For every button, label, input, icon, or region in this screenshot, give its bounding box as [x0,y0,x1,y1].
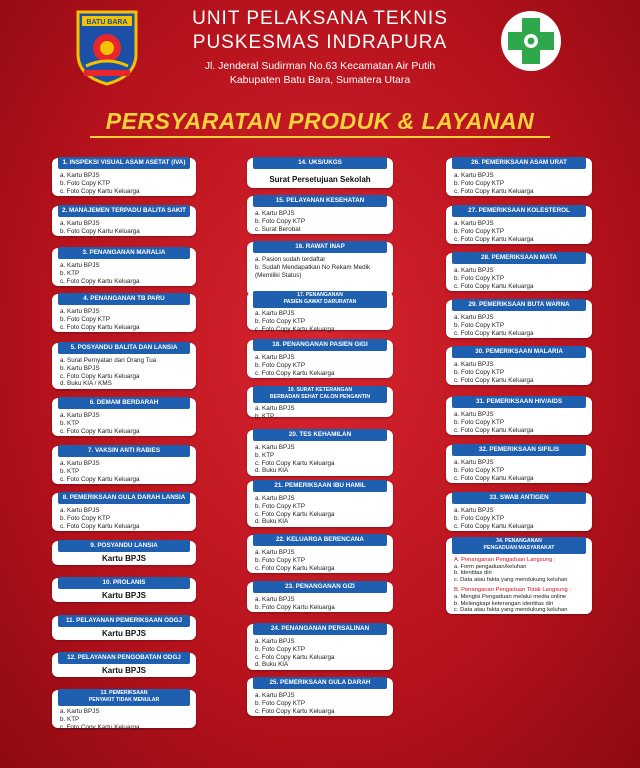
card-requirement: a. Kartu BPJS [255,495,295,502]
requirement-card [247,582,393,612]
requirement-card [446,347,592,385]
card-title [452,537,586,554]
card-requirement-list [454,411,586,434]
card-requirement: d. Buku KIA / KMS [60,380,112,388]
card-requirement: b. KTP [255,412,275,420]
card-requirement-list [454,361,586,384]
requirement-card [446,300,592,338]
card-requirement: a. Form pengaduan/keluhan [454,563,527,570]
card-title-line: PENYAKIT TIDAK MENULAR [88,697,160,703]
requirement-card [247,481,393,527]
card-requirement: Kartu BPJS [101,629,146,638]
card-requirement: a. Kartu BPJS [255,692,295,699]
card-title: 29. PEMERIKSAAN BUTA WARNA [452,299,586,311]
card-requirement: c. Foto Copy Kartu Keluarga [454,235,534,243]
card-title: 26. PEMERIKSAAN ASAM URAT [452,157,586,169]
card-requirement: b. Foto Copy KTP [454,514,505,522]
card-requirement-list [454,314,586,337]
card-requirement: b. Foto Copy KTP [454,466,505,474]
card-requirement: b. Foto Copy Kartu Keluarga [255,603,335,611]
logo-left-label: BATU BARA [86,19,128,26]
requirement-card [247,242,393,296]
card-requirement: b. Foto Copy KTP [255,361,306,369]
card-requirement-list [255,310,387,333]
card-requirement: a. Kartu BPJS [60,708,100,715]
card-requirement: c. Foto Copy Kartu Keluarga [60,475,140,483]
card-requirement-list [60,220,190,236]
card-requirement-list [255,638,387,669]
card-requirement: c. Foto Copy Kartu Keluarga [255,459,335,467]
card-title-line: 13. PEMERIKSAAN [100,690,148,696]
card-requirement: b. Melengkapi keterangan identitas diri [454,600,554,607]
card-requirement: b. Foto Copy KTP [454,368,505,376]
card-title: 11. PELAYANAN PEMERIKSAAN ODGJ [58,615,190,627]
card-requirement: c. Foto Copy Kartu Keluarga [255,510,335,518]
card-requirement: Kartu BPJS [101,554,146,563]
card-requirement: b. KTP [60,467,80,475]
requirement-card [52,158,196,196]
requirement-card [52,446,196,484]
requirement-card [52,493,196,531]
card-requirement: a. Kartu BPJS [454,507,494,514]
card-requirement: a. Kartu BPJS [255,405,295,412]
requirement-card [247,624,393,670]
card-title: 4. PENANGANAN TB PARU [58,293,190,305]
card-requirement: b. KTP [60,715,80,723]
card-requirement: a. Kartu BPJS [60,412,100,419]
card-requirement: c. Foto Copy Kartu Keluarga [255,653,335,661]
card-requirement: a. Kartu BPJS [454,411,494,418]
card-requirement: a. Kartu BPJS [454,314,494,321]
card-requirement: a. Kartu BPJS [60,308,100,315]
card-requirement: c. Foto Copy Kartu Keluarga [60,723,140,731]
card-title: 5. POSYANDU BALITA DAN LANSIA [58,342,190,354]
card-requirement: c. Foto Copy Kartu Keluarga [454,426,534,434]
card-requirement: c. Foto Copy Kartu Keluarga [454,329,534,337]
card-title: 22. KELUARGA BERENCANA [253,534,387,546]
requirement-card [52,206,196,236]
card-requirement: a. Surat Pernyatan dari Orang Tua [60,357,157,364]
card-title: 8. PEMERIKSAAN GULA DARAH LANSIA [58,492,190,504]
card-requirement: d. Buku KIA [255,518,289,526]
card-title: 6. DEMAM BERDARAH [58,397,190,409]
card-requirement-list [60,507,190,530]
card-requirement: c. Foto Copy Kartu Keluarga [60,323,140,331]
card-requirement: Kartu BPJS [101,666,146,675]
card-requirement: b. Foto Copy KTP [60,179,111,187]
card-requirement: (Memiliki Status) [255,271,302,279]
card-requirement: b. KTP [60,419,80,427]
requirement-card [52,398,196,436]
card-title-line: PENGADUAN MASYARAKAT [483,545,555,551]
card-title: 16. RAWAT INAP [253,241,387,253]
card-requirement-list [454,220,586,243]
card-requirement: a. Kartu BPJS [255,596,295,603]
card-requirement: b. Foto Copy KTP [454,179,505,187]
requirement-card [247,340,393,378]
requirement-card [247,535,393,573]
card-requirement: a. Kartu BPJS [60,507,100,514]
requirement-card [446,493,592,531]
requirement-card [247,158,393,188]
requirement-card [247,196,393,234]
card-title: 12. PELAYANAN PENGOBATAN ODGJ [58,652,190,664]
card-requirement: b. Sudah Mendapatkan No Rekam Medik [255,263,371,271]
card-requirement: d. Buku KIA [255,661,289,669]
card-title-line: PASIEN GAWAT DARURATAN [283,299,357,305]
card-requirement: c. Foto Copy Kartu Keluarga [454,376,534,384]
card-requirement-list [454,507,586,530]
card-requirement: a. Kartu BPJS [255,210,295,217]
requirement-card [446,206,592,244]
card-title: 20. TES KEHAMILAN [253,429,387,441]
card-requirement: b. Foto Copy KTP [255,645,306,653]
section-heading: B. Penanganan Pengaduan Tidak Langsung : [454,587,572,594]
card-title: 15. PELAYANAN KESEHATAN [253,195,387,207]
requirement-card [52,248,196,286]
card-title: 33. SWAB ANTIGEN [452,492,586,504]
card-requirement: a. Kartu BPJS [454,172,494,179]
card-requirement: c. Surat Berobat [255,225,301,233]
card-title [58,689,190,706]
requirement-card [52,653,196,677]
card-requirement: b. Foto Copy KTP [60,514,111,522]
card-requirement: b. Kartu BPJS [60,364,100,372]
requirement-card [446,397,592,435]
card-requirement: c. Foto Copy Kartu Keluarga [60,522,140,530]
card-requirement: Surat Persetujuan Sekolah [269,175,371,184]
requirement-card [446,158,592,196]
card-requirement: c. Foto Copy Kartu Keluarga [255,369,335,377]
card-title: 1. INSPEKSI VISUAL ASAM ASETAT (IVA) [58,157,190,169]
card-requirement: c. Data atau fakta yang mendukung keluhan [454,607,568,614]
card-title: 31. PEMERIKSAAN HIV/AIDS [452,396,586,408]
card-requirement-list [255,354,387,377]
card-requirement-list [60,708,190,731]
card-title: 25. PEMERIKSAAN GULA DARAH [253,677,387,689]
card-requirement-list [60,262,190,285]
requirement-card [446,538,592,614]
card-requirement: b. KTP [60,269,80,277]
card-requirement-list [60,460,190,483]
requirement-card [52,541,196,565]
complaint-sections [454,557,586,614]
card-requirement-list [255,596,387,612]
card-title-line: BERBADAN SEHAT CALON PENGANTIN [269,394,371,400]
card-requirement: a. Pasion sudah terdaftar [255,256,326,263]
card-requirement: a. Kartu BPJS [255,638,295,645]
card-requirement: b. KTP [255,451,275,459]
requirement-card [446,253,592,291]
card-title: 10. PROLANIS [58,577,190,589]
requirement-card [52,343,196,389]
card-requirement-list [60,308,190,331]
card-requirement: b. Foto Copy KTP [60,315,111,323]
puskesmas-logo-icon [500,10,562,72]
card-title: 21. PEMERIKSAAN IBU HAMIL [253,480,387,492]
card-title: 14. UKS/UKGS [253,157,387,169]
card-requirement-list [255,405,387,421]
card-title: 30. PEMERIKSAAN MALARIA [452,346,586,358]
card-title: 9. POSYANDU LANSIA [58,540,190,552]
card-requirement: a. Kartu BPJS [454,361,494,368]
card-title: 24. PENANGANAN PERSALINAN [253,623,387,635]
card-requirement: c. Foto Copy Kartu Keluarga [60,427,140,435]
card-title: 3. PENANGANAN MARALIA [58,247,190,259]
card-requirement: a. Kartu BPJS [60,460,100,467]
card-title: 32. PEMERIKSAAN SIFILIS [452,444,586,456]
card-requirement: a. Mengisi Pengaduan melalui media online [454,593,567,600]
header [0,0,640,100]
card-requirement: b. Foto Copy KTP [255,317,306,325]
card-requirement: c. Foto Copy Kartu Keluarga [255,707,335,715]
card-requirement: c. Foto Copy Kartu Keluarga [60,187,140,195]
card-title: 27. PEMERIKSAAN KOLESTEROL [452,205,586,217]
card-requirement-list [454,459,586,482]
card-title [253,291,387,308]
card-requirement: a. Kartu BPJS [454,459,494,466]
card-requirement-list [454,267,586,290]
card-requirement-list [60,357,190,388]
title-line-1: UNIT PELAKSANA TEKNIS [192,8,448,29]
card-requirement: c. Foto Copy Kartu Keluarga [255,325,335,333]
card-title: 28. PEMERIKSAAN MATA [452,252,586,264]
requirement-card [247,387,393,420]
card-requirement-list [255,692,387,715]
card-requirement: b. Foto Copy KTP [454,227,505,235]
card-requirement: b. Foto Copy KTP [255,217,306,225]
card-title: 18. PENANGANAN PASIEN GIGI [253,339,387,351]
address-line-1: Jl. Jenderal Sudirman No.63 Kecamatan Air Putih [204,60,436,72]
card-requirement: a. Kartu BPJS [454,267,494,274]
card-requirement: c. Data atau fakta yang mendukung keluhan [454,576,568,583]
card-title: 2. MANAJEMEN TERPADU BALITA SAKIT [58,205,190,217]
card-requirement: c. Foto Copy Kartu Keluarga [255,564,335,572]
card-requirement: b. Foto Copy KTP [255,699,306,707]
requirement-card [247,292,393,333]
card-title: 23. PENANGANAN GIZI [253,581,387,593]
title-line-2: PUSKESMAS INDRAPURA [192,32,448,53]
requirement-card [52,616,196,640]
section-heading: A. Penanganan Pengaduan Langsung : [454,557,556,563]
card-title-line: 19. SURAT KETERANGAN [287,387,353,393]
card-requirement: c. Foto Copy Kartu Keluarga [454,474,534,482]
card-requirement: Kartu BPJS [101,591,146,600]
batu-bara-emblem-icon [74,8,140,86]
title-underline [90,136,550,138]
requirement-card [247,430,393,476]
card-requirement-list [60,412,190,435]
card-requirement-list [255,444,387,475]
card-requirement: c. Foto Copy Kartu Keluarga [60,372,140,380]
card-requirement: c. Foto Copy Kartu Keluarga [454,282,534,290]
card-title: 7. VAKSIN ANTI RABIES [58,445,190,457]
card-requirement: c. Foto Copy Kartu Keluarga [454,522,534,530]
requirement-card [52,294,196,332]
card-requirement: b. Foto Copy Kartu Keluarga [60,227,140,235]
requirement-card [247,678,393,716]
card-requirement: b. Foto Copy KTP [255,556,306,564]
requirement-card [52,690,196,731]
card-requirement: c. Foto Copy Kartu Keluarga [454,187,534,195]
card-requirement: a. Kartu BPJS [60,262,100,269]
card-requirement-list [255,549,387,572]
card-requirement: a. Kartu BPJS [255,354,295,361]
card-requirement-list [454,172,586,195]
card-requirement-list [255,495,387,526]
card-requirement: a. Kartu BPJS [60,220,100,227]
card-title-line: 17. PENANGANAN [297,292,343,298]
card-requirement: b. Foto Copy KTP [454,321,505,329]
card-requirement: b. Foto Copy KTP [454,274,505,282]
card-requirement: d. Buku KIA [255,467,289,475]
card-requirement: a. Kartu BPJS [454,220,494,227]
requirement-card [446,445,592,483]
main-title: PERSYARATAN PRODUK & LAYANAN [105,108,535,134]
card-requirement-list [60,172,190,195]
card-requirement: b. Foto Copy KTP [454,418,505,426]
card-requirement: b. Identitas diri [454,570,492,577]
address-line-2: Kabupaten Batu Bara, Sumatera Utara [229,74,411,86]
card-requirement: a. Kartu BPJS [255,444,295,451]
card-requirement: a. Kartu BPJS [255,549,295,556]
card-requirement: a. Kartu BPJS [60,172,100,179]
requirement-card [52,578,196,602]
card-requirement-list [255,210,387,233]
card-requirement-list [255,256,387,279]
card-requirement: c. Foto Copy Kartu Keluarga [60,277,140,285]
card-title-line: 34. PENANGANAN [496,538,542,544]
card-requirement: b. Foto Copy KTP [255,502,306,510]
card-title [253,386,387,403]
card-requirement: a. Kartu BPJS [255,310,295,317]
